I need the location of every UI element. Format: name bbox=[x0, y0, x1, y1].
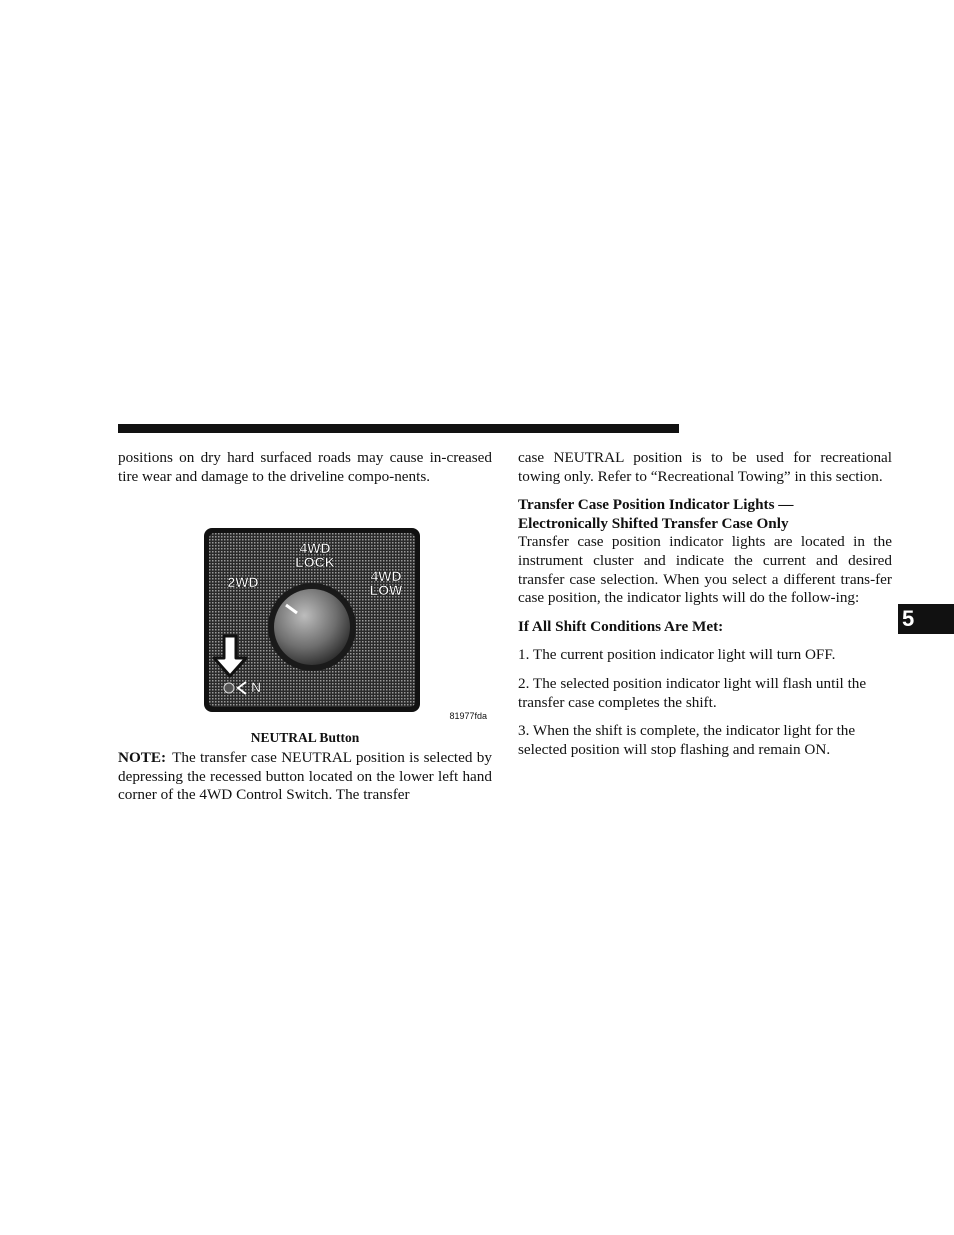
right-paragraph-2: Transfer case position indicator lights are located in the instrument cluster and indicate the current and desired transfer case selection. When you select a different trans-fer case position, the indicator lights will do the follow-ing: bbox=[518, 533, 892, 607]
chapter-tab: 5 bbox=[898, 604, 954, 634]
right-paragraph-1: case NEUTRAL position is to be used for recreational towing only. Refer to “Recreational Towing” in this section. bbox=[518, 449, 892, 485]
label-4wd-low-top: 4WD bbox=[370, 568, 402, 584]
switch-illustration bbox=[200, 524, 492, 724]
list-item: 3. When the shift is complete, the indicator light for the selected position will stop flashing and remain ON. bbox=[518, 722, 856, 758]
note-text: The transfer case NEUTRAL position is selected by depressing the recessed button located on the lower left hand corner of the 4WD Control Switch. The transfer bbox=[118, 749, 492, 804]
subheading: If All Shift Conditions Are Met: bbox=[518, 617, 724, 635]
section-heading-line-1: Transfer Case Position Indicator Lights — bbox=[518, 496, 794, 514]
figure-id: 81977fda bbox=[449, 711, 487, 721]
figure-caption: NEUTRAL Button bbox=[250, 730, 360, 745]
four-wd-control-switch-figure bbox=[200, 524, 492, 724]
list-item: 1. The current position indicator light will turn OFF. bbox=[518, 646, 836, 664]
selector-knob bbox=[274, 589, 350, 665]
left-paragraph: positions on dry hard surfaced roads may cause in-creased tire wear and damage to the driveline compo-nents. bbox=[118, 449, 492, 485]
label-2wd: 2WD bbox=[227, 574, 259, 590]
left-column bbox=[118, 449, 492, 486]
label-neutral: N bbox=[250, 679, 262, 695]
neutral-button bbox=[224, 683, 234, 693]
list-item: 2. The selected position indicator light will flash until the transfer case completes the shift. bbox=[518, 674, 867, 711]
label-4wd-lock-top: 4WD bbox=[299, 540, 331, 556]
right-column bbox=[518, 449, 892, 759]
note-label: NOTE: bbox=[118, 749, 167, 766]
label-4wd-lock-bottom: LOCK bbox=[295, 554, 335, 570]
section-heading-line-2: Electronically Shifted Transfer Case Only bbox=[518, 514, 789, 532]
label-4wd-low-bottom: LOW bbox=[369, 582, 403, 598]
note-paragraph bbox=[118, 749, 492, 805]
header-rule bbox=[118, 424, 679, 433]
